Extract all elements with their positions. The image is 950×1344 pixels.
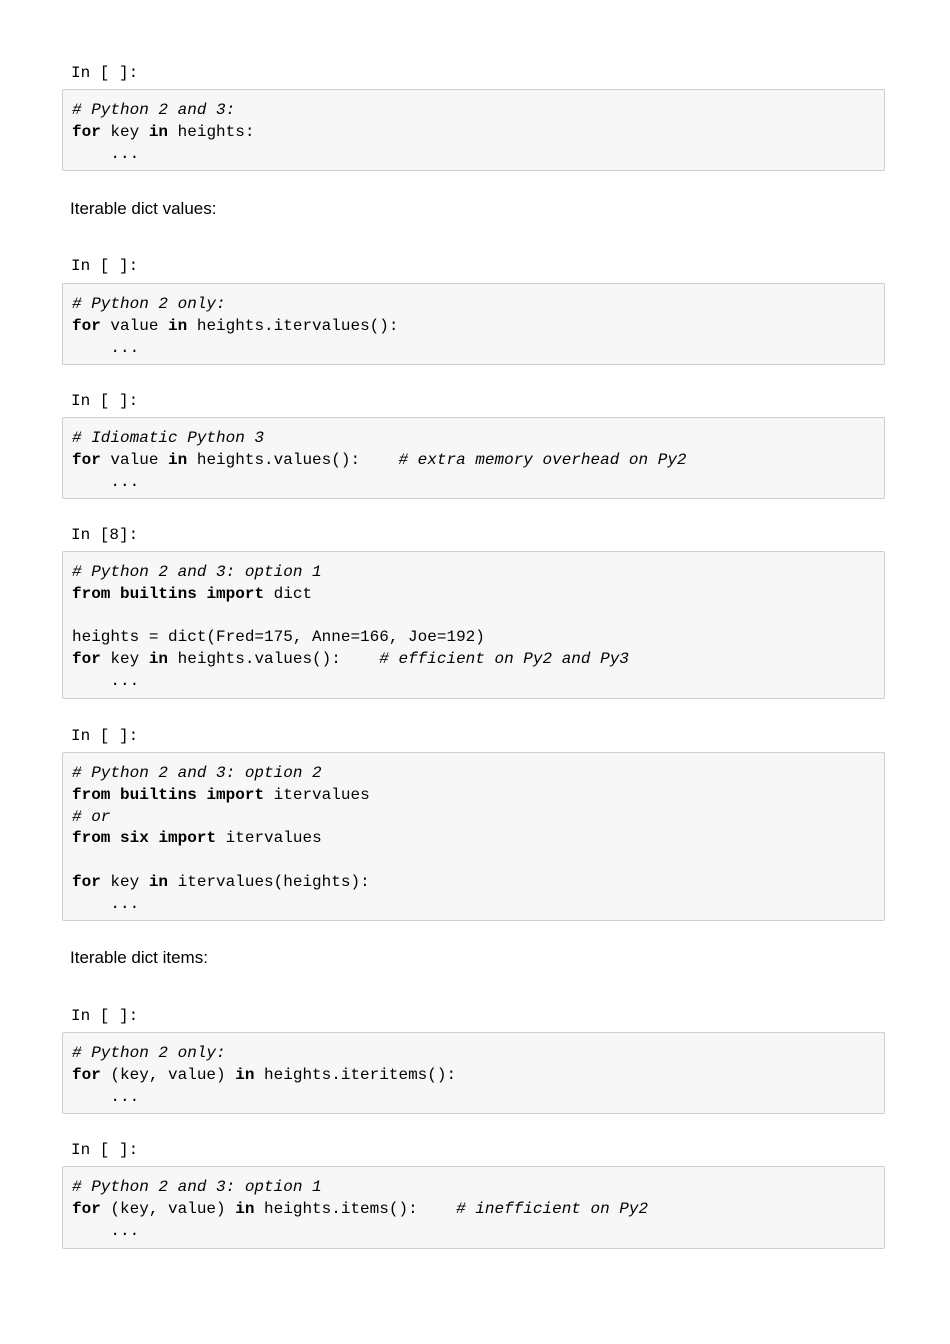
code-line (72, 428, 876, 450)
code-keyword: builtins (120, 785, 197, 804)
input-prompt: In [8]: (71, 526, 139, 544)
code-keyword: for (72, 650, 101, 669)
code-token: (key, value) (100, 1199, 236, 1218)
code-line (72, 1177, 876, 1199)
code-line (72, 828, 876, 850)
code-comment: # inefficient on Py2 (456, 1199, 649, 1218)
code-token: ... (72, 1221, 140, 1240)
code-token (197, 786, 207, 804)
code-text (72, 428, 876, 493)
code-token: ... (72, 472, 140, 491)
code-line (72, 122, 876, 144)
input-prompt: In [ ]: (71, 392, 139, 410)
code-token: value (100, 450, 169, 469)
markdown-text: Iterable dict values: (70, 199, 217, 218)
input-prompt: In [ ]: (71, 257, 139, 275)
code-token (110, 585, 120, 603)
code-cell[interactable] (62, 417, 885, 499)
code-keyword: for (72, 122, 101, 141)
code-token (149, 829, 159, 847)
code-keyword: import (158, 829, 217, 848)
code-line (72, 144, 876, 166)
code-line (72, 100, 876, 122)
code-line (72, 649, 876, 671)
code-comment: # Idiomatic Python 3 (72, 429, 265, 447)
code-token: itervalues (216, 829, 322, 848)
code-text (72, 763, 876, 916)
code-line (72, 894, 876, 916)
code-keyword: in (168, 316, 188, 335)
code-token: ... (72, 144, 140, 163)
code-line (72, 872, 876, 894)
code-token: heights = dict(Fred=175, Anne=166, Joe=192) (72, 628, 485, 647)
code-comment: # efficient on Py2 and Py3 (379, 650, 629, 669)
code-line (72, 627, 876, 649)
input-prompt: In [ ]: (71, 727, 139, 745)
code-keyword: for (72, 1065, 101, 1084)
code-keyword: import (206, 584, 265, 603)
code-keyword: from (72, 584, 111, 603)
code-cell[interactable] (62, 551, 885, 699)
code-cell[interactable] (62, 283, 885, 365)
code-line (72, 807, 876, 829)
code-line (72, 1043, 876, 1065)
code-keyword: in (168, 450, 188, 469)
code-line (72, 785, 876, 807)
code-token: heights.iteritems(): (254, 1065, 457, 1084)
code-comment: # Python 2 only: (72, 295, 226, 313)
code-keyword: import (206, 785, 265, 804)
code-text (72, 294, 876, 359)
code-token: ... (72, 338, 140, 357)
code-line (72, 450, 876, 472)
code-comment: # extra memory overhead on Py2 (398, 450, 687, 469)
code-token: ... (72, 671, 140, 690)
code-keyword: for (72, 872, 101, 891)
code-token: value (100, 316, 169, 335)
input-prompt: In [ ]: (71, 1141, 139, 1159)
code-comment: # Python 2 and 3: option 2 (72, 764, 322, 782)
code-token (110, 829, 120, 847)
code-line (72, 584, 876, 606)
code-keyword: in (235, 1065, 255, 1084)
code-comment: # Python 2 and 3: (72, 101, 236, 119)
code-keyword: from (72, 829, 111, 848)
code-keyword: for (72, 450, 101, 469)
input-prompt: In [ ]: (71, 1007, 139, 1025)
code-line (72, 294, 876, 316)
code-text (72, 1043, 876, 1108)
code-cell[interactable] (62, 752, 885, 921)
code-comment: # or (72, 807, 111, 826)
code-line (72, 671, 876, 693)
code-token (197, 585, 207, 603)
code-token: (key, value) (100, 1065, 236, 1084)
code-keyword: from (72, 785, 111, 804)
code-cell[interactable] (62, 1032, 885, 1114)
code-cell[interactable] (62, 1166, 885, 1249)
code-line (72, 338, 876, 360)
code-line (72, 763, 876, 785)
code-keyword: builtins (120, 584, 197, 603)
code-line (72, 472, 876, 494)
code-line (72, 1065, 876, 1087)
input-prompt: In [ ]: (71, 64, 139, 82)
code-keyword: in (235, 1199, 255, 1218)
code-comment: # Python 2 and 3: option 1 (72, 1178, 322, 1196)
code-text (72, 1177, 876, 1242)
code-token: heights.itervalues(): (187, 316, 399, 335)
code-comment: # Python 2 and 3: option 1 (72, 563, 322, 581)
code-token: ... (72, 1087, 140, 1106)
code-line (72, 1221, 876, 1243)
code-line (72, 850, 876, 872)
code-keyword: in (148, 122, 169, 141)
code-comment: # Python 2 only: (72, 1044, 226, 1062)
code-line (72, 606, 876, 628)
code-token: ... (72, 894, 140, 913)
code-cell[interactable] (62, 89, 885, 171)
code-keyword: in (148, 872, 169, 891)
code-token: itervalues (264, 785, 370, 804)
code-token: heights: (168, 122, 255, 141)
code-line (72, 562, 876, 584)
code-keyword: for (72, 1199, 101, 1218)
code-token: heights.values(): (168, 650, 380, 669)
code-line (72, 316, 876, 338)
code-keyword: for (72, 316, 101, 335)
code-token (110, 786, 120, 804)
code-line (72, 1199, 876, 1221)
code-token: heights.items(): (254, 1199, 457, 1218)
code-token: itervalues(heights): (168, 872, 370, 891)
code-token: key (100, 650, 149, 669)
code-text (72, 562, 876, 693)
code-keyword: in (148, 650, 169, 669)
code-token: dict (264, 584, 313, 603)
code-token: key (100, 872, 149, 891)
code-token: key (100, 122, 149, 141)
code-line (72, 1087, 876, 1109)
code-token: heights.values(): (187, 450, 399, 469)
markdown-text: Iterable dict items: (70, 948, 208, 967)
code-text (72, 100, 876, 165)
code-keyword: six (120, 829, 149, 848)
